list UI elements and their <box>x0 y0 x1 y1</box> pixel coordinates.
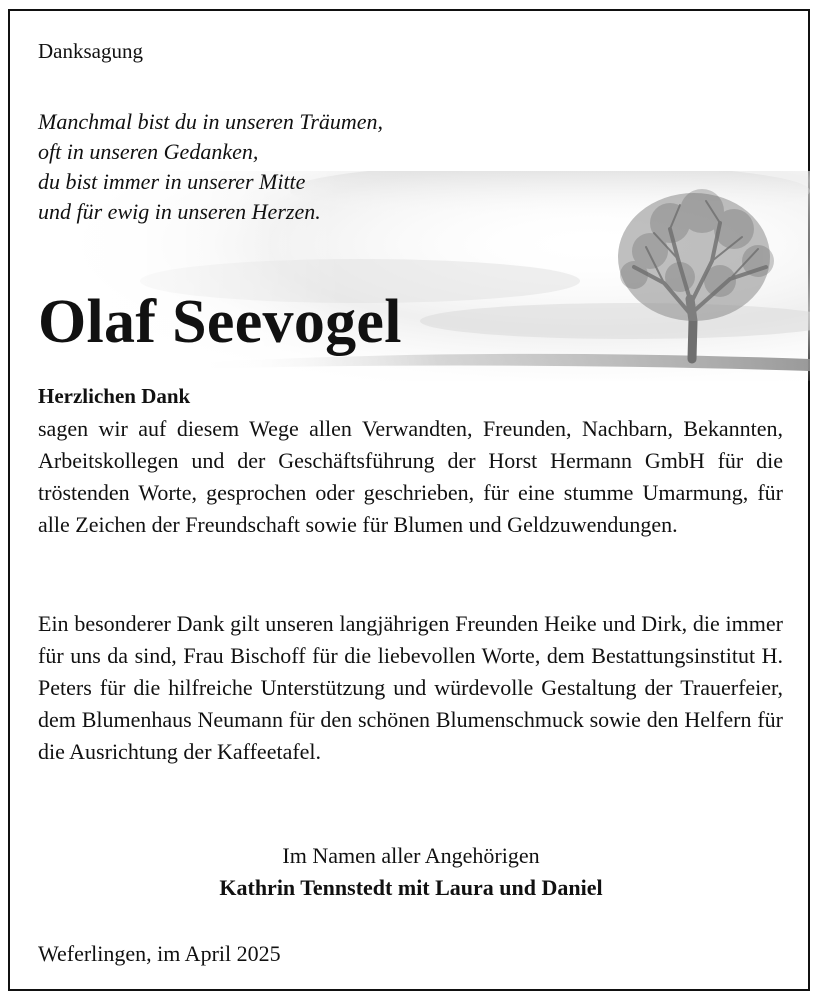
place-date: Weferlingen, im April 2025 <box>38 941 281 966</box>
thanks-title: Herzlichen Dank <box>38 384 191 408</box>
poem-line: und für ewig in unseren Herzen. <box>38 199 321 224</box>
thanks-paragraph: sagen wir auf diesem Wege allen Verwandten, Freunden, Nachbarn, Bekannten, Arbeitskollegen und der Geschäftsführung der Horst Hermann GmbH für die tröstenden Worte, gesprochen oder geschrieben, für eine stumme Umarmung, für alle Zeichen der Freundschaft sowie für Blumen und Geldzuwendungen. <box>38 416 783 537</box>
notice-heading: Danksagung <box>38 39 143 63</box>
special-thanks-paragraph: Ein besonderer Dank gilt unseren langjährigen Freunden Heike und Dirk, die immer für uns da sind, Frau Bischoff für die liebevollen Worte, dem Bestattungsinstitut H. Peters für die hilfreiche Unterstützung und würdevolle Gestaltung der Trauerfeier, dem Blumenhaus Neumann für den schönen Blumenschmuck sowie den Helfern für die Ausrichtung der Kaffeetafel. <box>38 611 783 764</box>
signature-names: Kathrin Tennstedt mit Laura und Daniel <box>219 875 603 900</box>
poem-line: du bist immer in unserer Mitte <box>38 169 306 194</box>
obituary-notice <box>8 9 810 991</box>
deceased-name: Olaf Seevogel <box>38 288 402 356</box>
poem-line: Manchmal bist du in unseren Träumen, <box>38 109 384 134</box>
signature-intro: Im Namen aller Angehörigen <box>282 843 540 868</box>
poem-verse <box>38 107 383 227</box>
poem-line: oft in unseren Gedanken, <box>38 139 259 164</box>
